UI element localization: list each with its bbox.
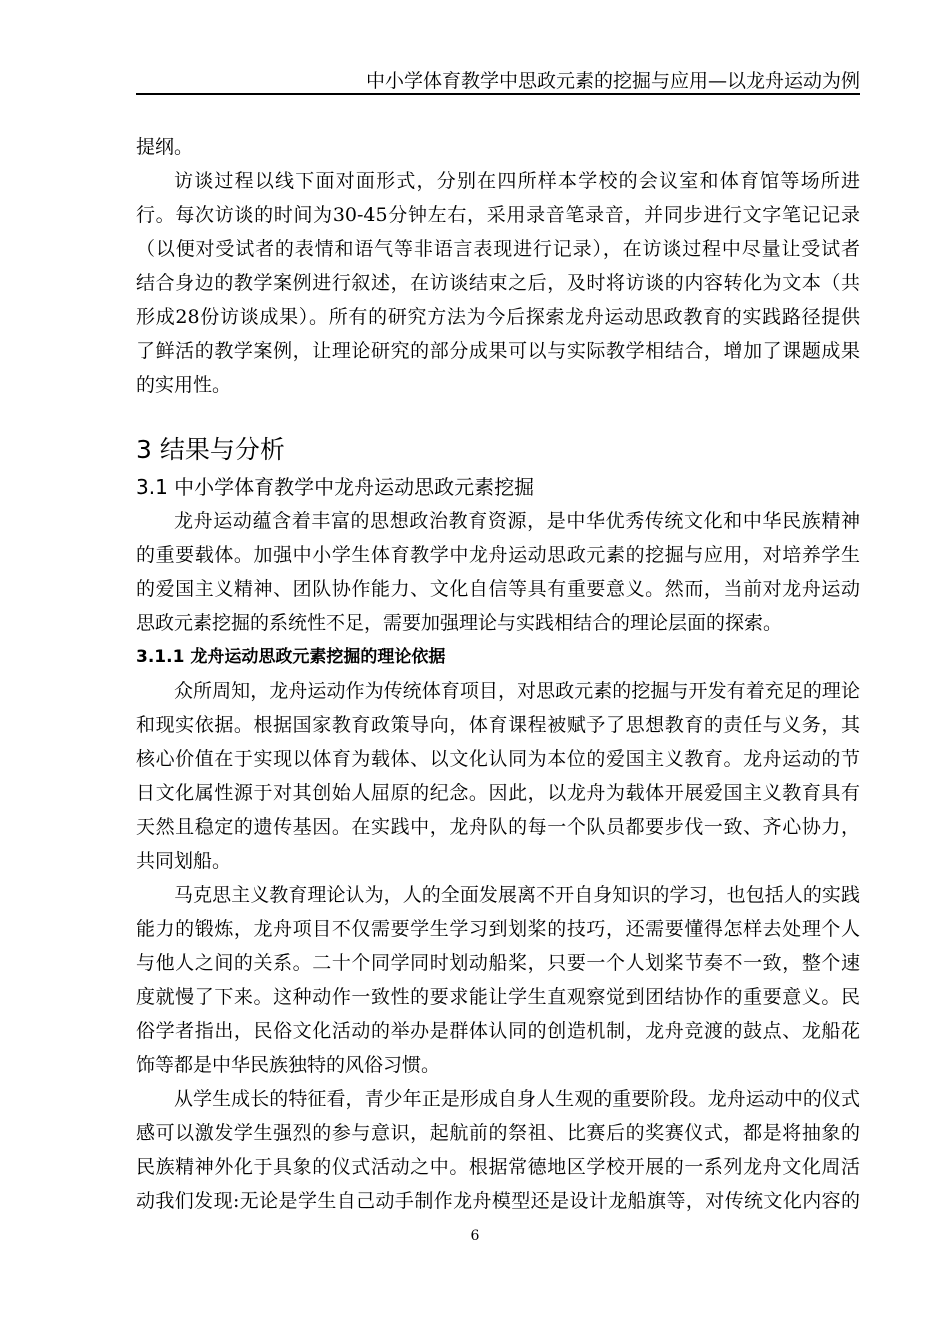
text-line: 天然且稳定的遗传基因。在实践中，龙舟队的每一个队员都要步伐一致、齐心协力，: [136, 816, 860, 838]
paragraph: [136, 164, 860, 402]
text-line: 思政元素挖掘的系统性不足，需要加强理论与实践相结合的理论层面的探索。: [136, 612, 783, 634]
running-header: 中小学体育教学中思政元素的挖掘与应用—以龙舟运动为例: [365, 70, 860, 92]
text-line: 日文化属性源于对其创始人屈原的纪念。因此，以龙舟为载体开展爱国主义教育具有: [136, 782, 860, 804]
text-line: 马克思主义教育理论认为，人的全面发展离不开自身知识的学习，也包括人的实践: [174, 884, 860, 906]
text-line: 从学生成长的特征看，青少年正是形成自身人生观的重要阶段。龙舟运动中的仪式: [174, 1088, 860, 1110]
text-line: 行。每次访谈的时间为30-45分钟左右，采用录音笔录音，并同步进行文字笔记记录: [136, 204, 860, 226]
text-line: 感可以激发学生强烈的参与意识，起航前的祭祖、比赛后的奖赛仪式，都是将抽象的: [136, 1122, 860, 1144]
text-line: 结合身边的教学案例进行叙述，在访谈结束之后，及时将访谈的内容转化为文本（共: [136, 272, 860, 294]
section-heading: 3 结果与分析: [136, 435, 285, 464]
paragraph: [136, 130, 860, 164]
paragraph: [136, 878, 860, 1082]
text-line: 和现实依据。根据国家教育政策导向，体育课程被赋予了思想教育的责任与义务，其: [136, 714, 860, 736]
text-line: 提纲。: [136, 136, 194, 158]
text-line: 能力的锻炼，龙舟项目不仅需要学生学习到划桨的技巧，还需要懂得怎样去处理个人: [136, 918, 860, 940]
text-line: 度就慢了下来。这种动作一致性的要求能让学生直观察觉到团结协作的重要意义。民: [136, 986, 860, 1008]
text-line: 共同划船。: [136, 850, 232, 872]
text-line: 核心价值在于实现以体育为载体、以文化认同为本位的爱国主义教育。龙舟运动的节: [136, 748, 860, 770]
page-body: [136, 130, 860, 1218]
text-line: 众所周知，龙舟运动作为传统体育项目，对思政元素的挖掘与开发有着充足的理论: [174, 680, 860, 702]
text-line: 的重要载体。加强中小学生体育教学中龙舟运动思政元素的挖掘与应用，对培养学生: [136, 544, 860, 566]
text-line: 访谈过程以线下面对面形式，分别在四所样本学校的会议室和体育馆等场所进: [174, 170, 860, 192]
paragraph: [136, 504, 860, 640]
text-line: 动我们发现:无论是学生自己动手制作龙舟模型还是设计龙船旗等，对传统文化内容的: [136, 1190, 860, 1212]
text-line: 饰等都是中华民族独特的风俗习惯。: [136, 1054, 441, 1076]
text-line: 俗学者指出，民俗文化活动的举办是群体认同的创造机制，龙舟竞渡的鼓点、龙船花: [136, 1020, 860, 1042]
paragraph: [136, 674, 860, 878]
text-line: 了鲜活的教学案例，让理论研究的部分成果可以与实际教学相结合，增加了课题成果: [136, 340, 860, 362]
subsubsection-heading: 3.1.1 龙舟运动思政元素挖掘的理论依据: [136, 647, 446, 667]
page-number: 6: [470, 1228, 480, 1244]
text-line: 的实用性。: [136, 374, 232, 396]
text-line: 形成28份访谈成果）。所有的研究方法为今后探索龙舟运动思政教育的实践路径提供: [136, 306, 860, 328]
text-line: 民族精神外化于具象的仪式活动之中。根据常德地区学校开展的一系列龙舟文化周活: [136, 1156, 860, 1178]
subsection-heading: 3.1 中小学体育教学中龙舟运动思政元素挖掘: [136, 475, 535, 499]
text-line: 的爱国主义精神、团队协作能力、文化自信等具有重要意义。然而，当前对龙舟运动: [136, 578, 860, 600]
text-line: 龙舟运动蕴含着丰富的思想政治教育资源，是中华优秀传统文化和中华民族精神: [174, 510, 860, 532]
text-line: （以便对受试者的表情和语气等非语言表现进行记录），在访谈过程中尽量让受试者: [136, 238, 860, 260]
paragraph: [136, 1082, 860, 1218]
header-rule: [136, 93, 860, 95]
text-line: 与他人之间的关系。二十个同学同时划动船桨，只要一个人划桨节奏不一致，整个速: [136, 952, 860, 974]
